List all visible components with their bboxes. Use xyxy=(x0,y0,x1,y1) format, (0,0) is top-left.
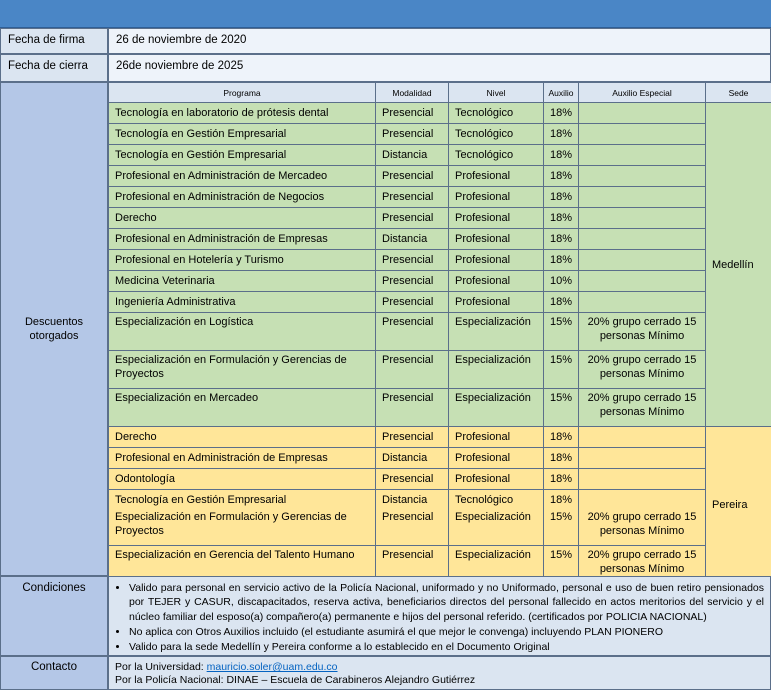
cell-auxilio: 15% xyxy=(544,313,579,351)
descuentos-label-text: Descuentos otorgados xyxy=(24,316,84,342)
cell-modalidad: Presencial xyxy=(376,103,449,124)
cell-auxilio-especial: 20% grupo cerrado 15 personas Mínimo xyxy=(579,351,706,389)
cell-auxilio: 18% xyxy=(544,145,579,166)
fecha-cierre-value: 26de noviembre de 2025 xyxy=(108,54,771,82)
cell-auxilio: 10% xyxy=(544,271,579,292)
cell-auxilio-especial xyxy=(579,166,706,187)
cell-nivel: Profesional xyxy=(449,166,544,187)
descuentos-label xyxy=(0,82,108,576)
condicion-item: • No aplica con Otros Auxilios incluido (el estudiante asumirá el que mejor le convenga) incluyendo PLAN PIONERO xyxy=(129,625,764,639)
cell-auxilio: 18% xyxy=(544,208,579,229)
cell-auxilio-especial xyxy=(579,250,706,271)
cell-auxilio: 18% xyxy=(544,292,579,313)
table-row xyxy=(109,229,771,250)
cell-programa: Profesional en Administración de Empresas xyxy=(109,448,376,469)
cell-modalidad: Presencial xyxy=(376,546,449,584)
cell-auxilio: 15% xyxy=(544,546,579,584)
contacto-universidad-prefix: Por la Universidad: xyxy=(115,661,207,673)
cell-auxilio: 18% xyxy=(544,124,579,145)
contacto-content xyxy=(108,656,771,690)
cell-auxilio-especial xyxy=(579,103,706,124)
table-header-row xyxy=(109,83,771,103)
cell-nivel: Profesional xyxy=(449,208,544,229)
cell-modalidad xyxy=(376,490,449,546)
cell-auxilio-especial xyxy=(579,208,706,229)
col-header-modalidad: Modalidad xyxy=(376,83,449,103)
cell-nivel: Profesional xyxy=(449,187,544,208)
cell-auxilio-especial: 20% grupo cerrado 15 personas Mínimo xyxy=(579,546,706,584)
cell-programa: Ingeniería Administrativa xyxy=(109,292,376,313)
table-row xyxy=(109,250,771,271)
cell-modalidad: Presencial xyxy=(376,351,449,389)
cell-programa: Derecho xyxy=(109,208,376,229)
cell-auxilio: 18% xyxy=(544,469,579,490)
cell-auxilio-especial xyxy=(579,145,706,166)
cell-programa: Profesional en Administración de Negocios xyxy=(109,187,376,208)
cell-nivel: Especialización xyxy=(449,351,544,389)
cell-programa: Medicina Veterinaria xyxy=(109,271,376,292)
cell-modalidad: Presencial xyxy=(376,469,449,490)
cell-modalidad: Presencial xyxy=(376,313,449,351)
cell-nivel: Profesional xyxy=(449,292,544,313)
programs-table xyxy=(108,82,771,584)
cell-nivel: Especialización xyxy=(449,546,544,584)
cell-nivel: Profesional xyxy=(449,271,544,292)
table-row xyxy=(109,208,771,229)
table-row xyxy=(109,124,771,145)
cell-modalidad: Distancia xyxy=(376,145,449,166)
cell-sede-medellin: Medellín xyxy=(706,103,771,427)
cell-programa: Profesional en Administración de Empresas xyxy=(109,229,376,250)
cell-nivel: Tecnológico xyxy=(449,103,544,124)
universidad-email-link[interactable]: mauricio.soler@uam.edu.co xyxy=(206,661,338,673)
cell-modalidad: Presencial xyxy=(376,292,449,313)
fecha-firma-value: 26 de noviembre de 2020 xyxy=(108,28,771,54)
cell-modalidad: Presencial xyxy=(376,124,449,145)
col-header-auxilio-especial: Auxilio Especial xyxy=(579,83,706,103)
table-row xyxy=(109,166,771,187)
cell-auxilio-especial xyxy=(579,271,706,292)
cell-programa: Especialización en Logística xyxy=(109,313,376,351)
cell-programa: Especialización en Gerencia del Talento Humano xyxy=(109,546,376,584)
cell-auxilio: 15% xyxy=(544,351,579,389)
cell-nivel: Profesional xyxy=(449,469,544,490)
table-row xyxy=(109,145,771,166)
cell-auxilio-especial xyxy=(579,427,706,448)
auxilio-b: 15% xyxy=(550,511,573,523)
cell-nivel: Profesional xyxy=(449,427,544,448)
auxilio-a: 18% xyxy=(550,494,573,506)
table-row xyxy=(109,389,771,427)
table-row xyxy=(109,469,771,490)
col-header-programa: Programa xyxy=(109,83,376,103)
cell-nivel: Especialización xyxy=(449,313,544,351)
cell-auxilio xyxy=(544,490,579,546)
cell-auxilio: 18% xyxy=(544,229,579,250)
cell-auxilio: 15% xyxy=(544,389,579,427)
cell-nivel xyxy=(449,490,544,546)
cell-auxilio-especial xyxy=(579,448,706,469)
condiciones-list xyxy=(115,581,764,654)
modalidad-b: Presencial xyxy=(382,511,434,523)
cell-auxilio: 18% xyxy=(544,166,579,187)
cell-programa: Especialización en Formulación y Gerencias de Proyectos xyxy=(109,351,376,389)
cell-programa: Especialización en Mercadeo xyxy=(109,389,376,427)
cell-modalidad: Presencial xyxy=(376,166,449,187)
cell-auxilio: 18% xyxy=(544,250,579,271)
fecha-firma-label: Fecha de firma xyxy=(0,28,108,54)
cell-nivel: Profesional xyxy=(449,250,544,271)
cell-programa: Profesional en Administración de Mercadeo xyxy=(109,166,376,187)
condicion-item: • Valido para personal en servicio activo de la Policía Nacional, uniformado y no Uniformado, personal e uso de buen retiro pensionados por TEJER y CASUR, discapacitados, reserva activa, beneficiarios directos del personal fallecido en actos meritorios del servicio y el núcleo familiar del esposo(a) compañero(a) permanente e hijos del personal referido. (certificados por POLICIA NACIONAL) xyxy=(129,581,764,624)
cell-nivel: Tecnológico xyxy=(449,124,544,145)
cell-programa xyxy=(109,490,376,546)
cell-modalidad: Distancia xyxy=(376,448,449,469)
col-header-nivel: Nivel xyxy=(449,83,544,103)
cell-programa: Profesional en Hotelería y Turismo xyxy=(109,250,376,271)
cell-auxilio-especial xyxy=(579,124,706,145)
contacto-label: Contacto xyxy=(0,656,108,690)
cell-auxilio: 18% xyxy=(544,187,579,208)
nivel-b: Especialización xyxy=(455,511,531,523)
fecha-cierre-label: Fecha de cierra xyxy=(0,54,108,82)
cell-programa: Tecnología en laboratorio de prótesis dental xyxy=(109,103,376,124)
programa-b: Especialización en Formulación y Gerencias de Proyectos xyxy=(115,511,347,537)
cell-programa: Derecho xyxy=(109,427,376,448)
condiciones-content xyxy=(108,576,771,656)
cell-auxilio-especial xyxy=(579,229,706,250)
cell-auxilio: 18% xyxy=(544,448,579,469)
cell-auxilio: 18% xyxy=(544,103,579,124)
cell-modalidad: Distancia xyxy=(376,229,449,250)
cell-nivel: Profesional xyxy=(449,448,544,469)
cell-modalidad: Presencial xyxy=(376,187,449,208)
nivel-a: Tecnológico xyxy=(455,494,514,506)
cell-nivel: Profesional xyxy=(449,229,544,250)
cell-auxilio-especial: 20% grupo cerrado 15 personas Mínimo xyxy=(579,389,706,427)
condiciones-label: Condiciones xyxy=(0,576,108,656)
programa-a: Tecnología en Gestión Empresarial xyxy=(115,494,287,506)
cell-sede-pereira: Pereira xyxy=(706,427,771,584)
cell-nivel: Especialización xyxy=(449,389,544,427)
table-row-merged xyxy=(109,490,771,546)
table-row xyxy=(109,292,771,313)
table-row xyxy=(109,103,771,124)
cell-programa: Tecnología en Gestión Empresarial xyxy=(109,124,376,145)
table-row xyxy=(109,313,771,351)
cell-auxilio-especial: 20% grupo cerrado 15 personas Mínimo xyxy=(579,490,706,546)
col-header-auxilio: Auxilio xyxy=(544,83,579,103)
condicion-item: • Valido para la sede Medellín y Pereira conforme a lo establecido en el Documento Original xyxy=(129,640,764,654)
cell-auxilio: 18% xyxy=(544,427,579,448)
cell-modalidad: Presencial xyxy=(376,208,449,229)
cell-auxilio-especial xyxy=(579,469,706,490)
table-row xyxy=(109,187,771,208)
cell-modalidad: Presencial xyxy=(376,427,449,448)
cell-auxilio-especial xyxy=(579,292,706,313)
cell-auxilio-especial xyxy=(579,187,706,208)
table-row xyxy=(109,271,771,292)
cell-programa: Odontología xyxy=(109,469,376,490)
cell-nivel: Tecnológico xyxy=(449,145,544,166)
cell-modalidad: Presencial xyxy=(376,271,449,292)
cell-auxilio-especial: 20% grupo cerrado 15 personas Mínimo xyxy=(579,313,706,351)
modalidad-a: Distancia xyxy=(382,494,428,506)
contacto-universidad xyxy=(115,661,764,674)
contacto-policia: Por la Policía Nacional: DINAE – Escuela de Carabineros Alejandro Gutiérrez xyxy=(115,674,476,686)
cell-modalidad: Presencial xyxy=(376,389,449,427)
cell-modalidad: Presencial xyxy=(376,250,449,271)
header-bar xyxy=(0,0,771,28)
col-header-sede: Sede xyxy=(706,83,771,103)
cell-programa: Tecnología en Gestión Empresarial xyxy=(109,145,376,166)
table-row xyxy=(109,427,771,448)
table-row xyxy=(109,448,771,469)
table-row xyxy=(109,351,771,389)
